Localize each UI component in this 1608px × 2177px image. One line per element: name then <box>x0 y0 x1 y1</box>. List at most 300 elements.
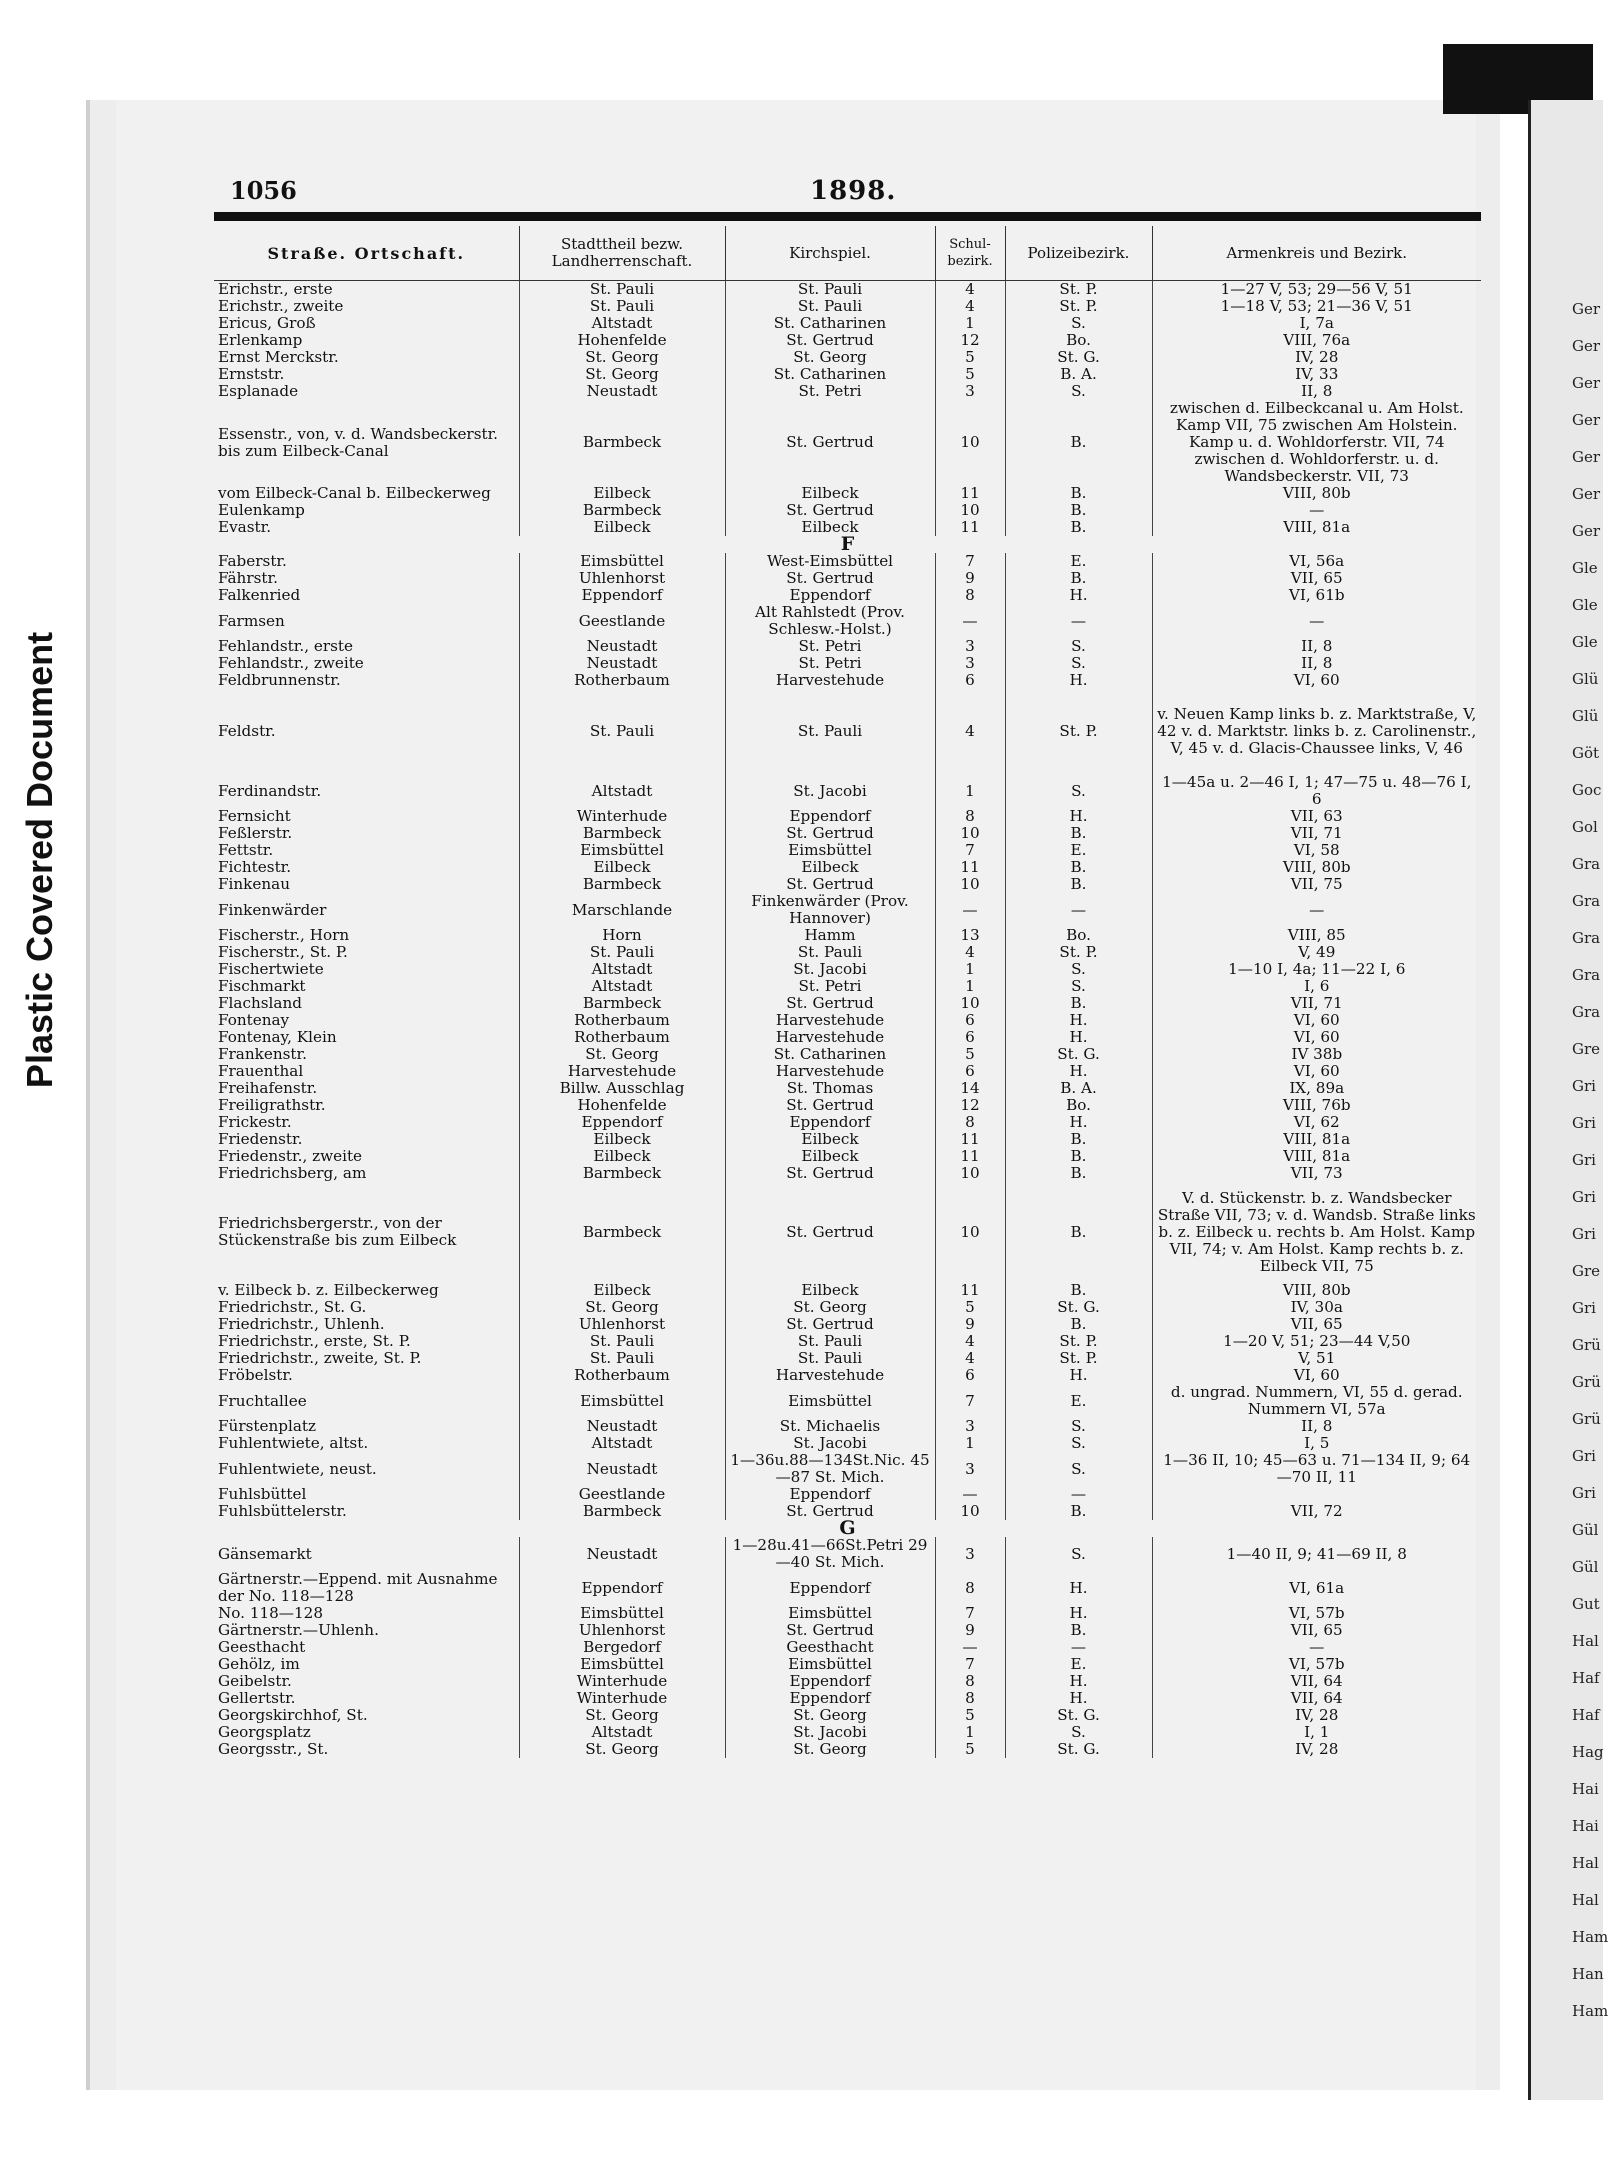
poor-district-cell: VIII, 81a <box>1283 518 1351 536</box>
school-cell: 3 <box>935 638 1005 655</box>
street-cell: Fährstr. <box>214 570 519 587</box>
parish-cell: St. Petri <box>725 638 935 655</box>
parish-cell: St. Jacobi <box>725 961 935 978</box>
police-cell: S. <box>1005 1418 1152 1435</box>
district-cell: Barmbeck <box>519 1182 725 1282</box>
poor-district-cell: VI, 60 <box>1293 1366 1340 1384</box>
district-cell: Winterhude <box>519 1673 725 1690</box>
parish-cell: St. Pauli <box>725 298 935 315</box>
poor-district-cell: VI, 62 <box>1293 1113 1340 1131</box>
poor-district-cell: VI, 60 <box>1293 1062 1340 1080</box>
district-cell: Neustadt <box>519 1452 725 1486</box>
parish-cell: Eimsbüttel <box>725 1656 935 1673</box>
table-row <box>214 383 1481 400</box>
street-cell: Fischerstr., Horn <box>214 927 519 944</box>
police-cell: S. <box>1005 1724 1152 1741</box>
parish-cell: St. Petri <box>725 978 935 995</box>
parish-cell: St. Gertrud <box>725 502 935 519</box>
parish-cell: St. Michaelis <box>725 1418 935 1435</box>
poor-district-cell: II, 8 <box>1301 382 1333 400</box>
next-page-edge <box>1528 100 1603 2100</box>
police-cell: S. <box>1005 315 1152 332</box>
poor-district-cell: VII, 64 <box>1290 1689 1343 1707</box>
district-cell: Uhlenhorst <box>519 1316 725 1333</box>
school-cell: 10 <box>935 502 1005 519</box>
table-row <box>214 655 1481 672</box>
police-cell: S. <box>1005 961 1152 978</box>
street-cell: Eulenkamp <box>214 502 519 519</box>
district-cell: Eilbeck <box>519 859 725 876</box>
next-page-fragment: Gre <box>1572 1262 1601 1280</box>
col-header-parish: Kirchspiel. <box>725 226 935 281</box>
parish-cell: St. Georg <box>725 1741 935 1758</box>
parish-cell: Eimsbüttel <box>725 842 935 859</box>
district-cell: Horn <box>519 927 725 944</box>
parish-cell: St. Gertrud <box>725 995 935 1012</box>
police-cell: St. P. <box>1005 1350 1152 1367</box>
street-cell: Fontenay, Klein <box>214 1029 519 1046</box>
poor-district-cell <box>1152 1486 1481 1503</box>
poor-district-cell: zwischen d. Eilbeckcanal u. Am Holst. Kamp VII, 75 zwischen Am Holstein. Kamp u. d. Wohldorferstr. VII, 74 zwischen d. Wohldorferstr. u. d. Wandsbeckerstr. VII, 73 <box>1169 399 1464 485</box>
table-row <box>214 1741 1481 1758</box>
parish-cell: St. Catharinen <box>725 1046 935 1063</box>
table-row <box>214 281 1481 299</box>
street-cell: Friedrichstr., St. G. <box>214 1299 519 1316</box>
poor-district-cell: VII, 63 <box>1290 807 1343 825</box>
table-row <box>214 1182 1481 1282</box>
next-page-fragment: Ger <box>1572 374 1601 392</box>
header-rule <box>214 212 1481 221</box>
table-row <box>214 961 1481 978</box>
parish-cell: St. Georg <box>725 349 935 366</box>
next-page-fragment: Gri <box>1572 1299 1596 1317</box>
district-cell: Eilbeck <box>519 485 725 502</box>
poor-district-cell: 1—20 V, 51; 23—44 V,50 <box>1223 1332 1411 1350</box>
district-cell: Eimsbüttel <box>519 1605 725 1622</box>
school-cell: 9 <box>935 1316 1005 1333</box>
table-row <box>214 1673 1481 1690</box>
table-row <box>214 485 1481 502</box>
poor-district-cell: VIII, 80b <box>1282 1281 1351 1299</box>
police-cell: H. <box>1005 808 1152 825</box>
parish-cell: St. Gertrud <box>725 825 935 842</box>
police-cell: B. <box>1005 1182 1152 1282</box>
district-cell: Hohenfelde <box>519 332 725 349</box>
street-cell: Friedrichstr., zweite, St. P. <box>214 1350 519 1367</box>
poor-district-cell: IV 38b <box>1291 1045 1343 1063</box>
next-page-fragment: Ger <box>1572 411 1601 429</box>
section-letter: F <box>840 533 855 555</box>
poor-district-cell: VI, 57b <box>1288 1604 1345 1622</box>
police-cell: — <box>1005 1486 1152 1503</box>
parish-cell: Harvestehude <box>725 1029 935 1046</box>
district-cell: Bergedorf <box>519 1639 725 1656</box>
poor-district-cell: VII, 65 <box>1290 569 1343 587</box>
poor-district-cell: V, 49 <box>1298 943 1336 961</box>
next-page-fragment: Ger <box>1572 337 1601 355</box>
school-cell: 4 <box>935 689 1005 774</box>
table-row <box>214 978 1481 995</box>
police-cell: B. <box>1005 485 1152 502</box>
next-page-fragment: Hai <box>1572 1817 1599 1835</box>
street-cell: Fehlandstr., erste <box>214 638 519 655</box>
police-cell: E. <box>1005 553 1152 570</box>
poor-district-cell: I, 6 <box>1304 977 1330 995</box>
street-cell: Feldstr. <box>214 689 519 774</box>
school-cell: 6 <box>935 1029 1005 1046</box>
street-cell: Geibelstr. <box>214 1673 519 1690</box>
table-row <box>214 587 1481 604</box>
street-cell: Fuhlsbüttelerstr. <box>214 1503 519 1520</box>
police-cell: H. <box>1005 1029 1152 1046</box>
poor-district-cell: 1—36 II, 10; 45—63 u. 71—134 II, 9; 64—70 II, 11 <box>1163 1451 1471 1486</box>
school-cell: 7 <box>935 1656 1005 1673</box>
table-row <box>214 1622 1481 1639</box>
street-cell: Fuhlsbüttel <box>214 1486 519 1503</box>
school-cell: — <box>935 604 1005 638</box>
school-cell: 8 <box>935 1690 1005 1707</box>
police-cell: St. G. <box>1005 1741 1152 1758</box>
street-cell: Evastr. <box>214 519 519 536</box>
district-cell: Eppendorf <box>519 587 725 604</box>
next-page-fragment: Gra <box>1572 929 1601 947</box>
poor-district-cell: IV, 33 <box>1295 365 1339 383</box>
poor-district-cell: — <box>1309 1638 1325 1656</box>
school-cell: 1 <box>935 961 1005 978</box>
school-cell: — <box>935 893 1005 927</box>
table-row <box>214 1097 1481 1114</box>
table-row <box>214 825 1481 842</box>
table-row <box>214 502 1481 519</box>
street-cell: Fichtestr. <box>214 859 519 876</box>
poor-district-cell: I, 7a <box>1299 314 1334 332</box>
parish-cell: Alt Rahlstedt (Prov. Schlesw.-Holst.) <box>725 604 935 638</box>
parish-cell: St. Pauli <box>725 1350 935 1367</box>
table-row <box>214 1350 1481 1367</box>
police-cell: St. G. <box>1005 1299 1152 1316</box>
next-page-fragment: Hal <box>1572 1632 1599 1650</box>
school-cell: 12 <box>935 1097 1005 1114</box>
poor-district-cell: VI, 60 <box>1293 1011 1340 1029</box>
police-cell: S. <box>1005 978 1152 995</box>
school-cell: 10 <box>935 400 1005 485</box>
parish-cell: St. Gertrud <box>725 1622 935 1639</box>
street-cell: Friedrichstr., Uhlenh. <box>214 1316 519 1333</box>
parish-cell: St. Gertrud <box>725 1097 935 1114</box>
poor-district-cell: II, 8 <box>1301 654 1333 672</box>
police-cell: B. A. <box>1005 366 1152 383</box>
district-cell: Eilbeck <box>519 1131 725 1148</box>
poor-district-cell: IV, 28 <box>1295 348 1339 366</box>
poor-district-cell: VIII, 76b <box>1282 1096 1351 1114</box>
school-cell: 5 <box>935 1046 1005 1063</box>
poor-district-cell: VI, 61b <box>1288 586 1345 604</box>
school-cell: 4 <box>935 281 1005 299</box>
police-cell: B. <box>1005 876 1152 893</box>
police-cell: E. <box>1005 842 1152 859</box>
poor-district-cell: — <box>1309 501 1325 519</box>
district-cell: St. Pauli <box>519 689 725 774</box>
district-cell: Altstadt <box>519 1435 725 1452</box>
next-page-fragment: Ger <box>1572 300 1601 318</box>
table-row <box>214 1605 1481 1622</box>
table-row <box>214 1029 1481 1046</box>
street-cell: Georgsstr., St. <box>214 1741 519 1758</box>
school-cell: 6 <box>935 1367 1005 1384</box>
parish-cell: Eppendorf <box>725 1114 935 1131</box>
street-cell: Gärtnerstr.—Uhlenh. <box>214 1622 519 1639</box>
district-cell: Altstadt <box>519 774 725 808</box>
street-cell: Farmsen <box>214 604 519 638</box>
school-cell: 10 <box>935 1503 1005 1520</box>
next-page-fragment: Gre <box>1572 1040 1601 1058</box>
parish-cell: Eilbeck <box>725 1131 935 1148</box>
street-cell: Fischerstr., St. P. <box>214 944 519 961</box>
police-cell: E. <box>1005 1384 1152 1418</box>
table-row <box>214 1316 1481 1333</box>
next-page-fragment: Gut <box>1572 1595 1600 1613</box>
next-page-fragment: Goc <box>1572 781 1602 799</box>
next-page-fragment: Haf <box>1572 1669 1600 1687</box>
table-row <box>214 1012 1481 1029</box>
poor-district-cell: I, 5 <box>1304 1434 1330 1452</box>
table-row <box>214 1418 1481 1435</box>
school-cell: 7 <box>935 1605 1005 1622</box>
table-row <box>214 1333 1481 1350</box>
district-cell: Billw. Ausschlag <box>519 1080 725 1097</box>
table-row <box>214 927 1481 944</box>
poor-district-cell: VII, 72 <box>1290 1502 1343 1520</box>
street-cell: Fürstenplatz <box>214 1418 519 1435</box>
poor-district-cell: 1—18 V, 53; 21—36 V, 51 <box>1220 297 1413 315</box>
police-cell: St. P. <box>1005 1333 1152 1350</box>
police-cell: B. <box>1005 1503 1152 1520</box>
table-row <box>214 1131 1481 1148</box>
poor-district-cell: VI, 61a <box>1289 1578 1345 1597</box>
poor-district-cell: VIII, 85 <box>1287 926 1346 944</box>
street-cell: Fernsicht <box>214 808 519 825</box>
parish-cell: West-Eimsbüttel <box>725 553 935 570</box>
district-cell: Uhlenhorst <box>519 570 725 587</box>
police-cell: H. <box>1005 1673 1152 1690</box>
poor-district-cell: VII, 73 <box>1290 1164 1343 1182</box>
table-row <box>214 536 1481 553</box>
police-cell: H. <box>1005 1063 1152 1080</box>
poor-district-cell: IX, 89a <box>1289 1079 1345 1097</box>
police-cell: St. P. <box>1005 944 1152 961</box>
street-cell: Georgskirchhof, St. <box>214 1707 519 1724</box>
district-cell: Barmbeck <box>519 825 725 842</box>
table-header-row <box>214 226 1481 281</box>
poor-district-cell: 1—45a u. 2—46 I, 1; 47—75 u. 48—76 I, 6 <box>1162 773 1472 808</box>
street-cell: Fischertwiete <box>214 961 519 978</box>
school-cell: 8 <box>935 1673 1005 1690</box>
police-cell: S. <box>1005 1537 1152 1571</box>
district-cell: Eimsbüttel <box>519 842 725 859</box>
street-cell: Friedrichsberg, am <box>214 1165 519 1182</box>
district-cell: Eppendorf <box>519 1114 725 1131</box>
poor-district-cell: VI, 56a <box>1289 552 1345 570</box>
school-cell: 14 <box>935 1080 1005 1097</box>
next-page-fragment: Hal <box>1572 1854 1599 1872</box>
next-page-fragment: Gra <box>1572 1003 1601 1021</box>
school-cell: 4 <box>935 944 1005 961</box>
street-cell: Feßlerstr. <box>214 825 519 842</box>
police-cell: B. <box>1005 1316 1152 1333</box>
district-cell: St. Georg <box>519 1741 725 1758</box>
poor-district-cell: IV, 30a <box>1290 1298 1343 1316</box>
district-cell: Marschlande <box>519 893 725 927</box>
school-cell: 5 <box>935 1707 1005 1724</box>
poor-district-cell: VIII, 81a <box>1283 1130 1351 1148</box>
parish-cell: St. Gertrud <box>725 1165 935 1182</box>
district-cell: St. Georg <box>519 1707 725 1724</box>
street-cell: Fröbelstr. <box>214 1367 519 1384</box>
poor-district-cell: VI, 60 <box>1293 671 1340 689</box>
police-cell: B. <box>1005 825 1152 842</box>
parish-cell: St. Jacobi <box>725 1724 935 1741</box>
parish-cell: St. Catharinen <box>725 315 935 332</box>
district-cell: Hohenfelde <box>519 1097 725 1114</box>
parish-cell: St. Catharinen <box>725 366 935 383</box>
street-cell: Ernst Merckstr. <box>214 349 519 366</box>
police-cell: — <box>1005 604 1152 638</box>
table-row <box>214 774 1481 808</box>
parish-cell: St. Gertrud <box>725 1503 935 1520</box>
school-cell: 3 <box>935 383 1005 400</box>
school-cell: 7 <box>935 842 1005 859</box>
next-page-fragment: Hai <box>1572 1780 1599 1798</box>
district-cell: Barmbeck <box>519 1503 725 1520</box>
poor-district-cell: VII, 71 <box>1290 824 1343 842</box>
table-row <box>214 1063 1481 1080</box>
poor-district-cell: VII, 75 <box>1290 875 1343 893</box>
parish-cell: Eppendorf <box>725 1571 935 1605</box>
street-cell: Friedenstr., zweite <box>214 1148 519 1165</box>
next-page-fragment: Gle <box>1572 559 1598 577</box>
poor-district-cell: II, 8 <box>1301 637 1333 655</box>
street-cell: vom Eilbeck-Canal b. Eilbeckerweg <box>214 485 519 502</box>
side-label: Plastic Covered Document <box>19 631 60 1089</box>
table-row <box>214 400 1481 485</box>
poor-district-cell: VIII, 80b <box>1282 858 1351 876</box>
police-cell: B. <box>1005 859 1152 876</box>
poor-district-cell: VIII, 80b <box>1282 484 1351 502</box>
table-row <box>214 1639 1481 1656</box>
poor-district-cell: VII, 65 <box>1290 1315 1343 1333</box>
table-row <box>214 893 1481 927</box>
school-cell: 10 <box>935 1182 1005 1282</box>
school-cell: 3 <box>935 1537 1005 1571</box>
table-row <box>214 1148 1481 1165</box>
parish-cell: Eppendorf <box>725 1690 935 1707</box>
street-cell: Fuhlentwiete, neust. <box>214 1452 519 1486</box>
street-cell: Erlenkamp <box>214 332 519 349</box>
school-cell: 1 <box>935 1435 1005 1452</box>
next-page-fragment: Ger <box>1572 522 1601 540</box>
district-cell: Rotherbaum <box>519 1029 725 1046</box>
police-cell: Bo. <box>1005 927 1152 944</box>
table-row <box>214 689 1481 774</box>
table-body <box>214 281 1481 1759</box>
next-page-fragment: Gol <box>1572 818 1598 836</box>
school-cell: 7 <box>935 553 1005 570</box>
table-row <box>214 1080 1481 1097</box>
district-cell: Barmbeck <box>519 400 725 485</box>
street-cell: Fehlandstr., zweite <box>214 655 519 672</box>
poor-district-cell: v. Neuen Kamp links b. z. Marktstraße, V, 42 v. d. Marktstr. links b. z. Carolinenstr., V, 45 v. d. Glacis-Chaussee links, V, 46 <box>1157 705 1477 757</box>
parish-cell: St. Gertrud <box>725 876 935 893</box>
table-row <box>214 1046 1481 1063</box>
school-cell: 9 <box>935 570 1005 587</box>
street-cell: Feldbrunnenstr. <box>214 672 519 689</box>
street-cell: Freihafenstr. <box>214 1080 519 1097</box>
street-cell: Fontenay <box>214 1012 519 1029</box>
parish-cell: Eilbeck <box>725 519 935 536</box>
parish-cell: Harvestehude <box>725 1367 935 1384</box>
section-letter: G <box>839 1517 856 1539</box>
next-page-fragment: Gri <box>1572 1151 1596 1169</box>
poor-district-cell: — <box>1309 900 1325 919</box>
district-cell: Neustadt <box>519 1418 725 1435</box>
school-cell: 6 <box>935 1012 1005 1029</box>
next-page-fragment: Gri <box>1572 1447 1596 1465</box>
table-row <box>214 315 1481 332</box>
police-cell: St. G. <box>1005 349 1152 366</box>
parish-cell: Eppendorf <box>725 587 935 604</box>
police-cell: H. <box>1005 1367 1152 1384</box>
street-cell: Finkenau <box>214 876 519 893</box>
district-cell: St. Pauli <box>519 944 725 961</box>
school-cell: 11 <box>935 1131 1005 1148</box>
parish-cell: St. Georg <box>725 1707 935 1724</box>
police-cell: H. <box>1005 1012 1152 1029</box>
district-cell: Altstadt <box>519 1724 725 1741</box>
parish-cell: St. Petri <box>725 383 935 400</box>
next-page-fragment: Gra <box>1572 855 1601 873</box>
parish-cell: St. Jacobi <box>725 774 935 808</box>
police-cell: H. <box>1005 587 1152 604</box>
parish-cell: St. Gertrud <box>725 570 935 587</box>
next-page-fragment: Grü <box>1572 1336 1601 1354</box>
page-number: 1056 <box>230 176 297 205</box>
next-page-fragment: Grü <box>1572 1410 1601 1428</box>
district-cell: Rotherbaum <box>519 1367 725 1384</box>
district-cell: St. Georg <box>519 349 725 366</box>
district-cell: Altstadt <box>519 978 725 995</box>
police-cell: B. <box>1005 519 1152 536</box>
street-cell: Fruchtallee <box>214 1384 519 1418</box>
poor-district-cell: — <box>1309 611 1325 630</box>
police-cell: B. <box>1005 1148 1152 1165</box>
police-cell: H. <box>1005 1690 1152 1707</box>
district-cell: Eilbeck <box>519 1148 725 1165</box>
next-page-fragment: Gri <box>1572 1077 1596 1095</box>
school-cell: 5 <box>935 349 1005 366</box>
poor-district-cell: VII, 71 <box>1290 994 1343 1012</box>
street-cell: Gellertstr. <box>214 1690 519 1707</box>
parish-cell: St. Petri <box>725 655 935 672</box>
district-cell: Geestlande <box>519 604 725 638</box>
school-cell: 11 <box>935 1282 1005 1299</box>
table-row <box>214 366 1481 383</box>
street-cell: Frauenthal <box>214 1063 519 1080</box>
police-cell: B. <box>1005 1131 1152 1148</box>
table-row <box>214 1571 1481 1605</box>
school-cell: 1 <box>935 774 1005 808</box>
district-cell: St. Pauli <box>519 298 725 315</box>
police-cell: St. P. <box>1005 281 1152 299</box>
